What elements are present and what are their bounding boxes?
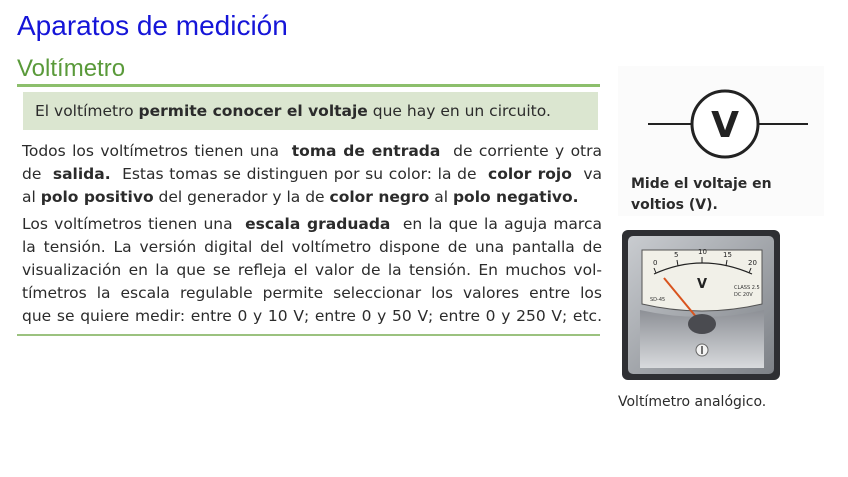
bold-term: polo negativo. [452,188,579,206]
photo-caption: Voltímetro analógico. [618,394,767,410]
section-title: Voltímetro [17,55,126,82]
scale-label: 10 [698,248,707,256]
paragraph-line: la tensión. La versión digital del voltímetro dispone de una pantalla de [22,238,602,256]
analog-voltmeter-photo [616,226,786,386]
page-title: Aparatos de medición [17,10,288,41]
analog-voltmeter-image [616,226,786,386]
bold-term: polo positivo [40,188,154,206]
paragraph-inputs [22,140,602,209]
definition-text-2: que hay en un circuito. [372,102,551,120]
section-rule-top [17,84,600,87]
symbol-caption [631,174,821,216]
text: en la que la aguja marca [396,215,602,233]
text: va [577,165,603,183]
definition-text-1: El voltímetro [35,102,134,120]
text: Todos los voltímetros tienen una [22,142,286,160]
paragraph-line [22,213,602,236]
paragraph-line [22,163,602,186]
caption-line: Mide el voltaje en [631,176,772,192]
bold-term: salida. [52,165,111,183]
bold-term: color rojo [488,165,572,183]
text: al [22,188,41,206]
paragraph-scale [22,213,602,328]
text: del generador y la de [153,188,330,206]
meter-model-label: SD-45 [650,297,666,303]
meter-class-label: CLASS 2.5 [734,285,760,291]
meter-range-label: DC 20V [734,292,753,298]
bold-term: color negro [329,188,430,206]
scale-label: 20 [748,259,757,267]
bold-term: escala graduada [245,215,391,233]
symbol-letter: V [711,105,739,146]
definition-bold: permite conocer el voltaje [138,102,368,120]
text: al [429,188,453,206]
paragraph-line [22,140,602,163]
voltmeter-symbol-icon [618,66,824,176]
paragraph-line: tímetros la escala regulable permite seleccionar los valores entre los [22,284,602,302]
scale-label: 0 [653,259,658,267]
scale-label: 5 [674,251,679,259]
text: Los voltímetros tienen una [22,215,239,233]
section-rule-bottom [17,334,600,336]
paragraph-line [22,186,602,209]
meter-unit-label: V [696,277,708,292]
definition-box [23,92,598,130]
paragraph-line: que se quiere medir: entre 0 y 10 V; entre 0 y 50 V; entre 0 y 250 V; etc. [22,307,602,325]
scale-label: 15 [723,251,732,259]
paragraph-line: visualización en la que se refleja el valor de la tensión. En muchos vol- [22,261,602,279]
bold-term: toma de entrada [291,142,441,160]
text: de corriente y otra [446,142,602,160]
text: de [22,165,48,183]
caption-line: voltios (V). [631,197,718,213]
text: Estas tomas se distinguen por su color: la de [116,165,483,183]
